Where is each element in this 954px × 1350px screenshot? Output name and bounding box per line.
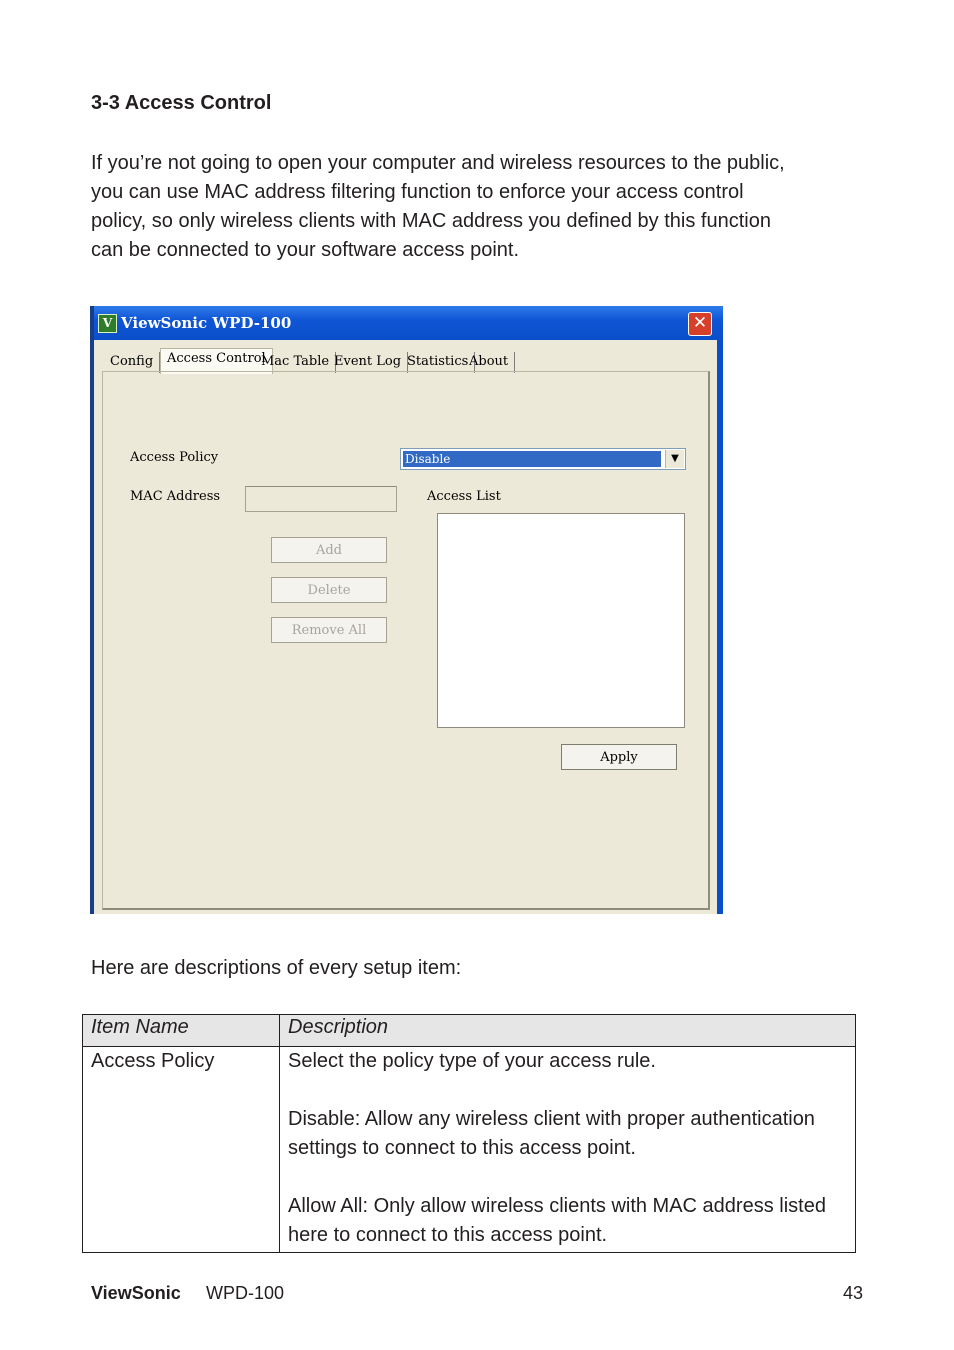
access-list-label: Access List <box>427 489 501 504</box>
setup-items-table <box>82 1014 856 1253</box>
tab-event-log[interactable]: Event Log <box>328 352 408 373</box>
apply-button[interactable]: Apply <box>561 744 677 770</box>
intro-line: you can use MAC address filtering function to enforce your access control <box>91 181 744 203</box>
footer-model: WPD-100 <box>206 1283 285 1303</box>
tab-about[interactable]: About <box>463 352 515 373</box>
table-header-row <box>83 1015 856 1047</box>
tab-statistics[interactable]: Statistics <box>401 352 475 373</box>
item-name-cell: Access Policy <box>83 1047 280 1253</box>
access-control-panel <box>102 371 710 910</box>
description-paragraph: Select the policy type of your access rule. <box>288 1050 656 1072</box>
intro-paragraph <box>91 149 881 265</box>
window-title: ViewSonic WPD-100 <box>121 314 292 332</box>
window-right-border <box>717 340 723 914</box>
window-titlebar[interactable] <box>90 306 723 340</box>
section-heading: 3-3 Access Control <box>91 92 272 114</box>
description-paragraph: Disable: Allow any wireless client with proper authentication settings to connect to this access point. <box>288 1108 815 1159</box>
footer-brand: ViewSonic <box>91 1283 181 1303</box>
description-intro: Here are descriptions of every setup item: <box>91 957 462 979</box>
intro-line: If you’re not going to open your computer and wireless resources to the public, <box>91 152 785 174</box>
tab-access-control[interactable]: Access Control <box>160 348 273 374</box>
description-cell <box>280 1047 856 1253</box>
tab-config[interactable]: Config <box>104 352 160 373</box>
table-row <box>83 1047 856 1253</box>
app-window-screenshot <box>90 306 723 914</box>
add-button[interactable]: Add <box>271 537 387 563</box>
window-client-area <box>94 340 717 914</box>
page-number: 43 <box>843 1283 864 1303</box>
access-policy-value: Disable <box>403 451 661 467</box>
viewsonic-app-icon: V <box>98 314 117 333</box>
close-icon[interactable]: ✕ <box>688 312 712 336</box>
intro-line: policy, so only wireless clients with MAC address you defined by this function <box>91 210 771 232</box>
column-header-item-name: Item Name <box>83 1015 280 1047</box>
access-list-box[interactable] <box>437 513 685 728</box>
intro-line: can be connected to your software access point. <box>91 239 520 261</box>
chevron-down-icon[interactable]: ▼ <box>665 450 684 468</box>
mac-address-label: MAC Address <box>130 489 221 504</box>
tab-mac-table[interactable]: Mac Table <box>255 352 336 373</box>
description-paragraph: Allow All: Only allow wireless clients with MAC address listed here to connect to this access point. <box>288 1195 826 1246</box>
delete-button[interactable]: Delete <box>271 577 387 603</box>
remove-all-button[interactable]: Remove All <box>271 617 387 643</box>
access-policy-select[interactable] <box>400 448 686 470</box>
mac-address-input[interactable] <box>245 486 397 512</box>
access-policy-label: Access Policy <box>130 450 219 465</box>
column-header-description: Description <box>280 1015 856 1047</box>
